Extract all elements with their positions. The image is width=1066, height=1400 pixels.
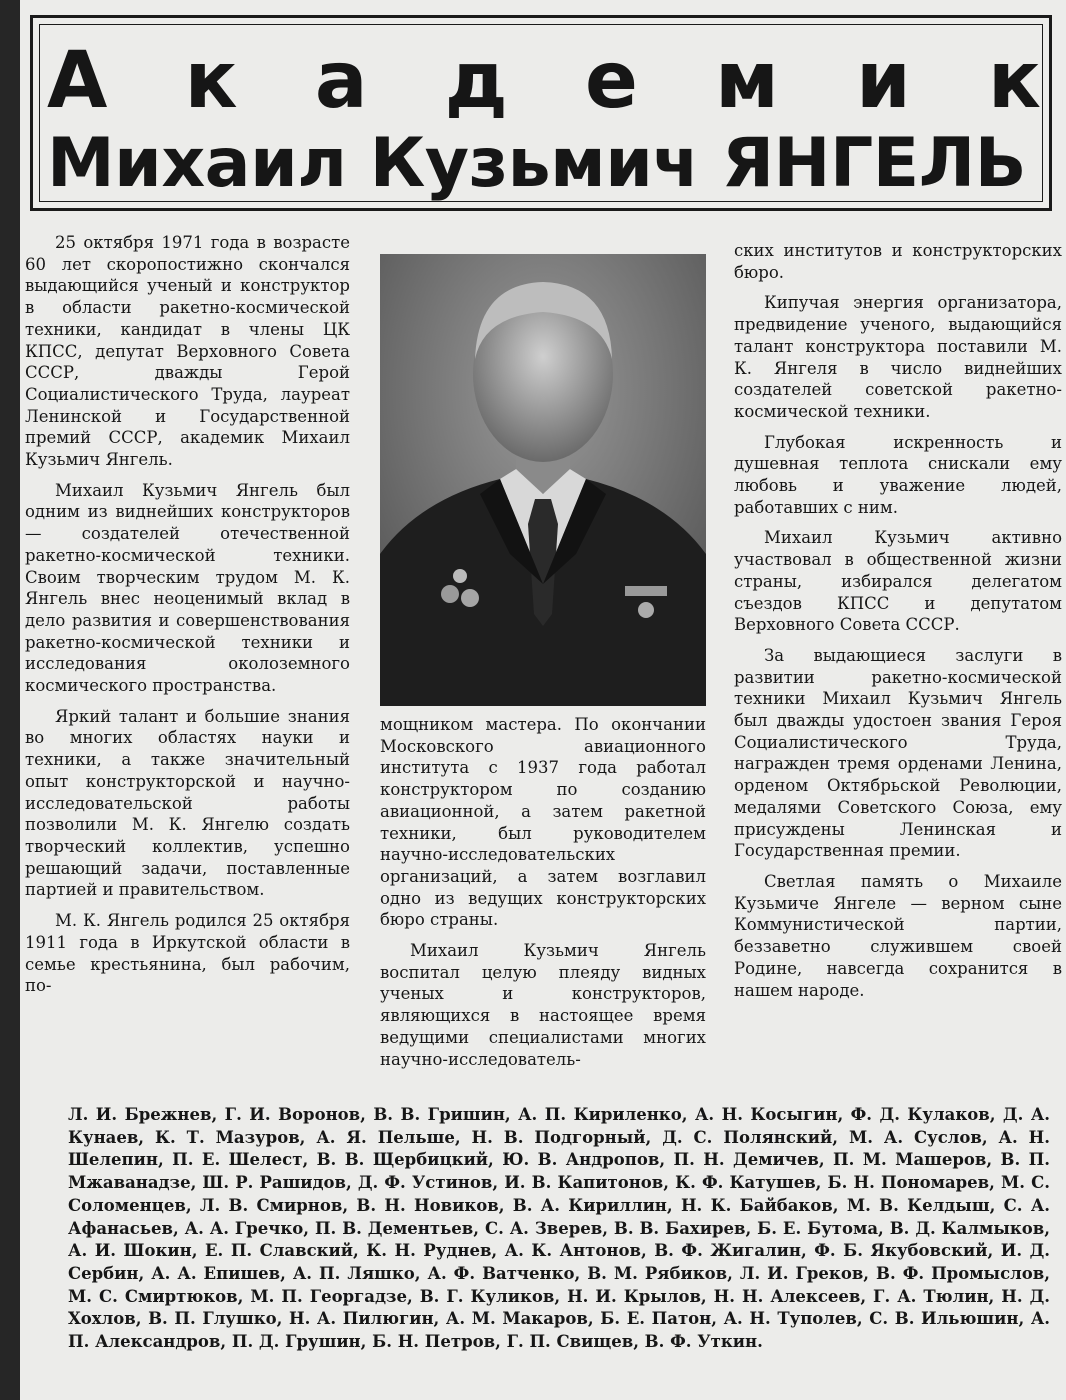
article-column-2: [380, 714, 706, 1079]
page-edge-shadow: [0, 0, 20, 1400]
article-paragraph: ских институтов и конструкторских бюро.: [734, 241, 1062, 282]
headline-letter: а: [314, 36, 368, 126]
portrait-photo: [380, 254, 706, 706]
headline-letter: м: [715, 36, 779, 126]
signatories-list: Л. И. Брежнев, Г. И. Воронов, В. В. Гришин, А. П. Кириленко, А. Н. Косыгин, Ф. Д. Кулаков, Д. А. Кунаев, К. Т. Мазуров, А. Я. Пельше, Н. В. Подгорный, Д. С. Полянский, М. А. Суслов, А. Н. Шелепин, П. Е. Шелест, В. В. Щербицкий, Ю. В. Андропов, П. Н. Демичев, П. М. Машеров, В. П. Мжаванадзе, Ш. Р. Рашидов, Д. Ф. Устинов, И. В. Капитонов, К. Ф. Катушев, Б. Н. Пономарев, М. С. Соломенцев, Л. В. Смирнов, В. Н. Новиков, В. А. Кириллин, Н. К. Байбаков, М. В. Келдыш, С. А. Афанасьев, А. А. Гречко, П. В. Дементьев, С. А. Зверев, В. В. Бахирев, Б. Е. Бутома, В. Д. Калмыков, А. И. Шокин, Е. П. Славский, К. Н. Руднев, А. К. Антонов, В. Ф. Жигалин, Ф. Б. Якубовский, И. Д. Сербин, А. А. Епишев, А. П. Ляшко, А. Ф. Ватченко, В. М. Рябиков, Л. И. Греков, В. Ф. Промыслов, М. С. Смиртюков, М. П. Георгадзе, В. Г. Куликов, Н. И. Крылов, Н. Н. Алексеев, Г. А. Тюлин, Н. Д. Хохлов, В. П. Глушко, Н. А. Пилюгин, А. М. Макаров, Б. Е. Патон, А. Н. Туполев, С. В. Ильюшин, А. П. Александров, П. Д. Грушин, Б. Н. Петров, Г. П. Свищев, В. Ф. Уткин.: [68, 1105, 1050, 1352]
headline-letter: к: [184, 36, 238, 126]
headline-letter: А: [47, 36, 108, 126]
article-column-3: [734, 240, 1062, 1010]
article-paragraph: Михаил Кузьмич активно участвовал в общественной жизни страны, избирался делегатом съездов КПСС и депутатом Верховного Совета СССР.: [734, 528, 1062, 635]
article-paragraph: За выдающиеся заслуги в развитии ракетно-космической техники Михаил Кузьмич Янгель был дважды удостоен звания Героя Социалистического Труда, награжден тремя орденами Ленина, орденом Октябрьской Революции, медалями Советского Союза, ему присуждены Ленинская и Государственная премии.: [734, 645, 1062, 861]
article-column-1: [25, 232, 350, 1006]
article-paragraph: Светлая память о Михаиле Кузьмиче Янгеле — верном сыне Коммунистической партии, беззаветно служившем своей Родине, навсегда сохранится в нашем народе.: [734, 871, 1062, 1000]
article-paragraph: М. К. Янгель родился 25 октября 1911 года в Иркутской области в семье крестьянина, был рабочим, по-: [25, 911, 350, 996]
article-paragraph: 25 октября 1971 года в возрасте 60 лет скоропостижно скончался выдающийся ученый и конструктор в области ракетно-космической техники, кандидат в члены ЦК КПСС, депутат Верховного Совета СССР, дважды Герой Социалистического Труда, лауреат Ленинской и Государственной премий СССР, академик Михаил Кузьмич Янгель.: [25, 233, 350, 470]
headline-name: Михаил Кузьмич ЯНГЕЛЬ: [47, 124, 1027, 203]
article-paragraph: Михаил Кузьмич Янгель воспитал целую плеяду видных ученых и конструкторов, являющихся в настоящее время ведущими специалистами многих научно-исследователь-: [380, 941, 706, 1069]
article-paragraph: Глубокая искренность и душевная теплота снискали ему любовь и уважение людей, работавших с ним.: [734, 432, 1062, 517]
headline-letter: к: [988, 36, 1041, 126]
article-paragraph: Яркий талант и большие знания во многих областях науки и техники, а также значительный опыт конструкторской и научно-исследовательской работы позволили М. К. Янгелю создать творческий коллектив, успешно решающий задачи, поставленные партией и правительством.: [25, 706, 350, 900]
article-paragraph: мощником мастера. По окончании Московского авиационного института с 1937 года работал конструктором по созданию авиационной, а затем ракетной техники, был руководителем научно-исследовательских организаций, а затем возглавил одно из ведущих конструкторских бюро страны.: [380, 715, 706, 930]
headline-frame: [30, 15, 1052, 211]
article-paragraph: Михаил Кузьмич Янгель был одним из виднейших конструкторов — создателей отечественной ракетно-космической техники. Своим творческим трудом М. К. Янгель внес неоценимый вклад в дело развития и совершенствования ракетно-космической техники и исследования околоземного космического пространства.: [25, 480, 350, 696]
headline-letter: е: [584, 36, 638, 126]
headline-letter: д: [444, 36, 508, 126]
article-paragraph: Кипучая энергия организатора, предвидение ученого, выдающийся талант конструктора поставили М. К. Янгеля в число виднейших создателей советской ракетно-космической техники.: [734, 293, 1062, 421]
portrait-icon: [380, 254, 706, 706]
headline-letter: и: [856, 36, 911, 126]
headline-title: [47, 36, 1041, 126]
